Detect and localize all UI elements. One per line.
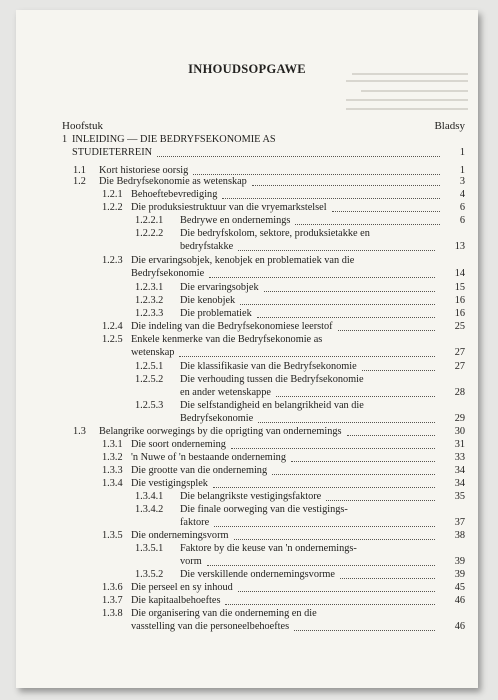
bleed-through-line: [346, 108, 468, 110]
toc-entry-number: 1.3.4.1: [135, 491, 164, 502]
toc-entry-title: Behoeftebevrediging: [131, 189, 218, 200]
toc-entry-title: Bedrywe en ondernemings: [180, 215, 291, 226]
toc-dot-leader: [222, 198, 439, 199]
toc-entry-number: 1.3.2: [102, 452, 123, 463]
toc-entry-title: Die grootte van die onderneming: [131, 465, 268, 476]
toc-entry-title-continued: Bedryfsekonomie: [180, 413, 254, 424]
toc-entry-page: 28: [454, 387, 465, 398]
column-header-chapter: Hoofstuk: [62, 120, 103, 132]
bleed-through-line: [346, 99, 468, 101]
toc-entry-number: 1.2.2.2: [135, 228, 164, 239]
toc-entry-title: Die ervaringsobjek, kenobjek en problematiek van die: [131, 255, 355, 266]
toc-entry-title: Die vestigingsplek: [131, 478, 208, 489]
toc-entry-number: 1.2.2: [102, 202, 123, 213]
toc-dot-leader: [347, 435, 435, 436]
toc-entry-page: 27: [454, 347, 465, 358]
toc-entry-page: 34: [454, 465, 465, 476]
toc-entry-page: 30: [454, 426, 465, 437]
toc-dot-leader: [238, 591, 435, 592]
toc-entry-page: 39: [454, 569, 465, 580]
toc-dot-leader: [295, 224, 439, 225]
toc-entry-page: 45: [454, 582, 465, 593]
toc-entry-number: 1: [62, 134, 68, 145]
toc-entry-title: Die perseel en sy inhoud: [131, 582, 233, 593]
toc-entry-page: 4: [459, 189, 465, 200]
toc-entry-title: Kort historiese oorsig: [99, 165, 189, 176]
toc-entry-title: Die soort onderneming: [131, 439, 226, 450]
toc-entry-title-continued: bedryfstakke: [180, 241, 234, 252]
toc-entry-title: Die problematiek: [180, 308, 252, 319]
toc-entry-page: 46: [454, 621, 465, 632]
toc-dot-leader: [209, 277, 434, 278]
toc-entry-number: 1.2.5.3: [135, 400, 164, 411]
toc-dot-leader: [179, 356, 434, 357]
toc-dot-leader: [238, 250, 435, 251]
toc-entry-page: 34: [454, 478, 465, 489]
toc-entry-title: Die kapitaalbehoeftes: [131, 595, 221, 606]
toc-entry-title-continued: Bedryfsekonomie: [131, 268, 205, 279]
toc-entry-page: 1: [459, 147, 465, 158]
bleed-through-line: [361, 90, 468, 92]
toc-entry-title-continued: STUDIETERREIN: [72, 147, 153, 158]
toc-entry-title: Die produksiestruktuur van die vryemarkstelsel: [131, 202, 327, 213]
toc-entry-number: 1.2.3.3: [135, 308, 164, 319]
toc-entry-number: 1.3.5: [102, 530, 123, 541]
toc-entry-title-continued: vorm: [180, 556, 202, 567]
toc-entry-page: 3: [459, 176, 465, 187]
toc-dot-leader: [276, 396, 435, 397]
toc-entry-page: 1: [459, 165, 465, 176]
toc-entry-number: 1.2.5.1: [135, 361, 164, 372]
column-header-page: Bladsy: [434, 120, 465, 132]
toc-dot-leader: [294, 630, 435, 631]
toc-entry-number: 1.3.8: [102, 608, 123, 619]
toc-dot-leader: [193, 174, 440, 175]
toc-entry-title: Die Bedryfsekonomie as wetenskap: [99, 176, 247, 187]
toc-dot-leader: [340, 578, 435, 579]
toc-entry-number: 1.2: [73, 176, 86, 187]
toc-entry-title: Die ervaringsobjek: [180, 282, 259, 293]
toc-entry-title: Die ondernemingsvorm: [131, 530, 229, 541]
bleed-through-line: [346, 80, 468, 82]
toc-entry-title: Die belangrikste vestigingsfaktore: [180, 491, 322, 502]
toc-dot-leader: [264, 291, 435, 292]
toc-entry-number: 1.2.1: [102, 189, 123, 200]
toc-dot-leader: [214, 526, 435, 527]
toc-entry-title: Die kenobjek: [180, 295, 236, 306]
toc-dot-leader: [240, 304, 435, 305]
toc-entry-page: 33: [454, 452, 465, 463]
toc-entry-page: 15: [454, 282, 465, 293]
page-title: INHOUDSOPGAWE: [188, 62, 306, 76]
toc-entry-number: 1.3.4.2: [135, 504, 164, 515]
toc-entry-number: 1.3.5.2: [135, 569, 164, 580]
toc-entry-number: 1.3.5.1: [135, 543, 164, 554]
toc-dot-leader: [234, 539, 435, 540]
toc-entry-title: Die klassifikasie van die Bedryfsekonomie: [180, 361, 357, 372]
toc-entry-title: Die selfstandigheid en belangrikheid van die: [180, 400, 364, 411]
toc-entry-title: Faktore by die keuse van 'n ondernemings-: [180, 543, 357, 554]
toc-entry-page: 37: [454, 517, 465, 528]
toc-entry-title: Die finale oorweging van die vestigings-: [180, 504, 348, 515]
toc-entry-title-continued: wetenskap: [131, 347, 175, 358]
toc-entry-number: 1.3.1: [102, 439, 123, 450]
toc-entry-number: 1.2.5: [102, 334, 123, 345]
toc-dot-leader: [332, 211, 440, 212]
toc-entry-number: 1.2.2.1: [135, 215, 164, 226]
toc-entry-number: 1.1: [73, 165, 86, 176]
toc-dot-leader: [272, 474, 435, 475]
toc-entry-title: Die bedryfskolom, sektore, produksietakke en: [180, 228, 370, 239]
toc-entry-number: 1.3.3: [102, 465, 123, 476]
toc-entry-number: 1.2.4: [102, 321, 123, 332]
toc-entry-page: 13: [454, 241, 465, 252]
toc-entry-number: 1.3.7: [102, 595, 123, 606]
toc-entry-page: 38: [454, 530, 465, 541]
toc-dot-leader: [231, 448, 435, 449]
toc-entry-page: 25: [454, 321, 465, 332]
toc-entry-title: INLEIDING — DIE BEDRYFSEKONOMIE AS: [72, 134, 276, 145]
toc-entry-title-continued: en ander wetenskappe: [180, 387, 271, 398]
toc-entry-page: 6: [459, 215, 465, 226]
toc-dot-leader: [225, 604, 434, 605]
toc-entry-page: 29: [454, 413, 465, 424]
toc-dot-leader: [213, 487, 435, 488]
toc-entry-title: Die organisering van die onderneming en die: [131, 608, 317, 619]
toc-entry-title: Belangrike oorwegings by die oprigting van ondernemings: [99, 426, 342, 437]
toc-entry-title: Die verskillende ondernemingsvorme: [180, 569, 335, 580]
toc-entry-page: 14: [454, 268, 465, 279]
toc-dot-leader: [258, 422, 434, 423]
toc-entry-title: 'n Nuwe of 'n bestaande onderneming: [131, 452, 286, 463]
toc-entry-number: 1.2.3.2: [135, 295, 164, 306]
toc-entry-title-continued: vasstelling van die personeelbehoeftes: [131, 621, 290, 632]
toc-dot-leader: [207, 565, 435, 566]
toc-entry-title: Die indeling van die Bedryfsekonomiese leerstof: [131, 321, 333, 332]
toc-entry-page: 16: [454, 308, 465, 319]
toc-entry-page: 27: [454, 361, 465, 372]
toc-entry-title: Enkele kenmerke van die Bedryfsekonomie as: [131, 334, 323, 345]
toc-dot-leader: [326, 500, 434, 501]
toc-dot-leader: [157, 156, 440, 157]
toc-dot-leader: [362, 370, 435, 371]
toc-entry-number: 1.3: [73, 426, 86, 437]
toc-entry-page: 35: [454, 491, 465, 502]
toc-entry-title-continued: faktore: [180, 517, 210, 528]
toc-entry-page: 16: [454, 295, 465, 306]
toc-dot-leader: [291, 461, 435, 462]
toc-entry-number: 1.3.4: [102, 478, 123, 489]
toc-entry-page: 39: [454, 556, 465, 567]
toc-entry-number: 1.2.3.1: [135, 282, 164, 293]
toc-dot-leader: [257, 317, 435, 318]
toc-entry-title: Die verhouding tussen die Bedryfsekonomie: [180, 374, 364, 385]
toc-dot-leader: [252, 185, 440, 186]
document-page: [16, 10, 478, 688]
toc-entry-number: 1.2.3: [102, 255, 123, 266]
toc-entry-page: 31: [454, 439, 465, 450]
toc-dot-leader: [338, 330, 435, 331]
toc-entry-page: 6: [459, 202, 465, 213]
toc-entry-number: 1.2.5.2: [135, 374, 164, 385]
toc-entry-page: 46: [454, 595, 465, 606]
toc-entry-number: 1.3.6: [102, 582, 123, 593]
